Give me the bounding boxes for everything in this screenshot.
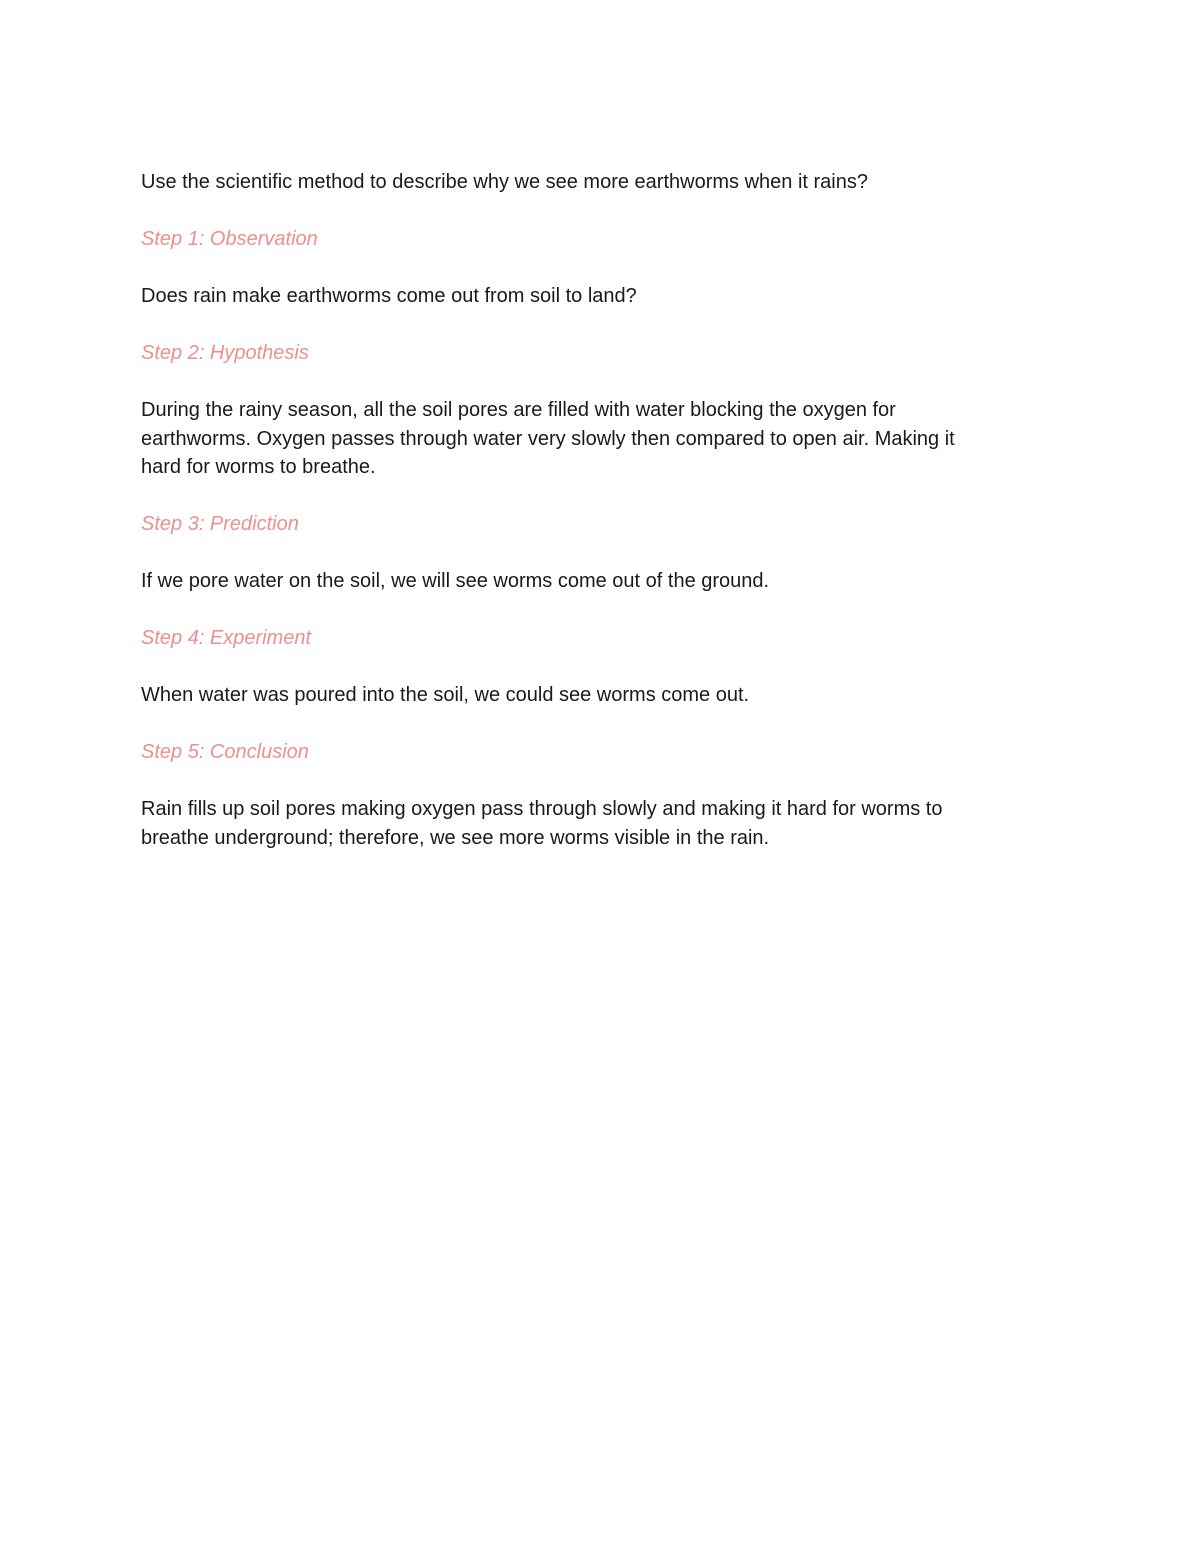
step-4-heading: Step 4: Experiment <box>141 627 312 649</box>
step-1-heading: Step 1: Observation <box>141 228 318 250</box>
body-line: During the rainy season, all the soil pores are filled with water blocking the oxygen for <box>141 399 896 421</box>
body-line: earthworms. Oxygen passes through water very slowly then compared to open air. Making it <box>141 427 955 450</box>
step-3-heading: Step 3: Prediction <box>141 513 299 535</box>
body-line: breathe underground; therefore, we see more worms visible in the rain. <box>141 826 770 849</box>
body-line: Does rain make earthworms come out from soil to land? <box>141 285 637 307</box>
step-2-heading: Step 2: Hypothesis <box>141 342 309 364</box>
body-line: When water was poured into the soil, we could see worms come out. <box>141 684 750 706</box>
body-line: Rain fills up soil pores making oxygen pass through slowly and making it hard for worms to <box>141 798 943 820</box>
question-text: Use the scientific method to describe why we see more earthworms when it rains? <box>141 171 868 193</box>
step-4-body <box>141 681 1041 710</box>
body-line: If we pore water on the soil, we will see worms come out of the ground. <box>141 570 770 592</box>
step-3-body <box>141 567 1041 596</box>
document-body <box>141 168 1041 881</box>
step-5-heading: Step 5: Conclusion <box>141 741 309 763</box>
body-line: hard for worms to breathe. <box>141 456 376 478</box>
step-2-body <box>141 396 1041 482</box>
step-5-body <box>141 795 1041 852</box>
step-1-body <box>141 282 1041 311</box>
